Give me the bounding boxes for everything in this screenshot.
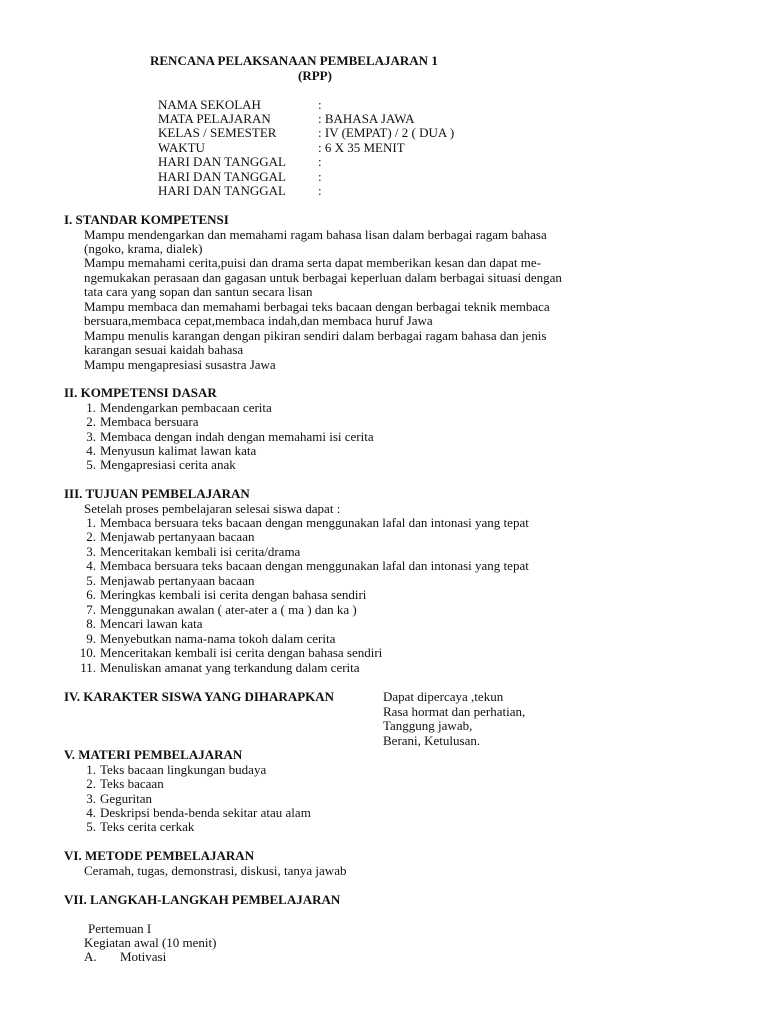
section-heading-karakter-siswa: IV. KARAKTER SISWA YANG DIHARAPKAN <box>64 689 335 704</box>
section-heading-metode-pembelajaran: VI. METODE PEMBELAJARAN <box>64 848 255 863</box>
karakter-line: Tanggung jawab, <box>383 718 473 733</box>
paragraph-line: bersuara,membaca cepat,membaca indah,dan membaca huruf Jawa <box>84 313 433 328</box>
motivasi-item: A. Motivasi <box>84 949 167 964</box>
intro-line: Setelah proses pembelajaran selesai siswa dapat : <box>84 501 341 516</box>
document-title: RENCANA PELAKSANAAN PEMBELAJARAN 1 <box>150 53 438 68</box>
paragraph-line: Mampu mendengarkan dan memahami ragam bahasa lisan dalam berbagai ragam bahasa <box>84 227 547 242</box>
paragraph-line: tata cara yang sopan dan santun secara lisan <box>84 284 313 299</box>
karakter-line: Rasa hormat dan perhatian, <box>383 704 526 719</box>
info-label: KELAS / SEMESTER <box>158 125 277 140</box>
list-item: 4. Menyusun kalimat lawan kata <box>86 443 257 458</box>
list-item: 5. Mengapresiasi cerita anak <box>86 457 236 472</box>
list-item: 2. Teks bacaan <box>86 776 164 791</box>
list-item: 10. Menceritakan kembali isi cerita dengan bahasa sendiri <box>79 645 383 660</box>
list-item: 2. Menjawab pertanyaan bacaan <box>86 529 255 544</box>
list-item: 1. Membaca bersuara teks bacaan dengan menggunakan lafal dan intonasi yang tepat <box>86 515 529 530</box>
info-value: : 6 X 35 MENIT <box>318 140 405 155</box>
paragraph-line: karangan sesuai kaidah bahasa <box>84 342 244 357</box>
list-item: 8. Mencari lawan kata <box>86 616 203 631</box>
metode-line: Ceramah, tugas, demonstrasi, diskusi, tanya jawab <box>84 863 347 878</box>
info-value: : <box>318 169 322 184</box>
section-heading-standar-kompetensi: I. STANDAR KOMPETENSI <box>64 212 229 227</box>
info-label: HARI DAN TANGGAL <box>158 169 286 184</box>
info-value: : <box>318 154 322 169</box>
paragraph-line: Mampu memahami cerita,puisi dan drama serta dapat memberikan kesan dan dapat me- <box>84 255 541 270</box>
list-item: 1. Mendengarkan pembacaan cerita <box>86 400 272 415</box>
list-item: 4. Deskripsi benda-benda sekitar atau alam <box>86 805 311 820</box>
document-subtitle: (RPP) <box>298 68 332 83</box>
list-item: 3. Geguritan <box>86 791 152 806</box>
section-heading-langkah-pembelajaran: VII. LANGKAH-LANGKAH PEMBELAJARAN <box>64 892 341 907</box>
list-item: 5. Menjawab pertanyaan bacaan <box>86 573 255 588</box>
paragraph-line: (ngoko, krama, dialek) <box>84 241 203 256</box>
paragraph-line: Mampu menulis karangan dengan pikiran sendiri dalam berbagai ragam bahasa dan jenis <box>84 328 547 343</box>
list-item: 11. Menuliskan amanat yang terkandung dalam cerita <box>80 660 360 675</box>
info-label: HARI DAN TANGGAL <box>158 183 286 198</box>
list-item: 3. Menceritakan kembali isi cerita/drama <box>86 544 301 559</box>
info-value: : <box>318 97 322 112</box>
list-item: 5. Teks cerita cerkak <box>86 819 195 834</box>
info-label: HARI DAN TANGGAL <box>158 154 286 169</box>
info-value: : BAHASA JAWA <box>318 111 415 126</box>
list-item: 4. Membaca bersuara teks bacaan dengan menggunakan lafal dan intonasi yang tepat <box>86 558 529 573</box>
list-item: 9. Menyebutkan nama-nama tokoh dalam cerita <box>86 631 336 646</box>
kegiatan-label: Kegiatan awal (10 menit) <box>84 935 217 950</box>
list-item: 7. Menggunakan awalan ( ater-ater a ( ma ) dan ka ) <box>86 602 357 617</box>
info-label: MATA PELAJARAN <box>158 111 271 126</box>
info-label: WAKTU <box>158 140 205 155</box>
list-item: 1. Teks bacaan lingkungan budaya <box>86 762 267 777</box>
list-item: 6. Meringkas kembali isi cerita dengan bahasa sendiri <box>86 587 367 602</box>
section-heading-materi-pembelajaran: V. MATERI PEMBELAJARAN <box>64 747 243 762</box>
pertemuan-label: Pertemuan I <box>88 921 152 936</box>
list-item: 2. Membaca bersuara <box>86 414 199 429</box>
section-heading-tujuan-pembelajaran: III. TUJUAN PEMBELAJARAN <box>64 486 250 501</box>
info-label: NAMA SEKOLAH <box>158 97 261 112</box>
section-heading-kompetensi-dasar: II. KOMPETENSI DASAR <box>64 385 217 400</box>
karakter-line: Dapat dipercaya ,tekun <box>383 689 504 704</box>
paragraph-line: Mampu mengapresiasi susastra Jawa <box>84 357 276 372</box>
paragraph-line: Mampu membaca dan memahami berbagai teks bacaan dengan berbagai teknik membaca <box>84 299 550 314</box>
paragraph-line: ngemukakan perasaan dan gagasan untuk berbagai keperluan dalam berbagai situasi dengan <box>84 270 562 285</box>
info-value: : <box>318 183 322 198</box>
list-item: 3. Membaca dengan indah dengan memahami isi cerita <box>86 429 374 444</box>
karakter-line: Berani, Ketulusan. <box>383 733 481 748</box>
info-value: : IV (EMPAT) / 2 ( DUA ) <box>318 125 455 140</box>
